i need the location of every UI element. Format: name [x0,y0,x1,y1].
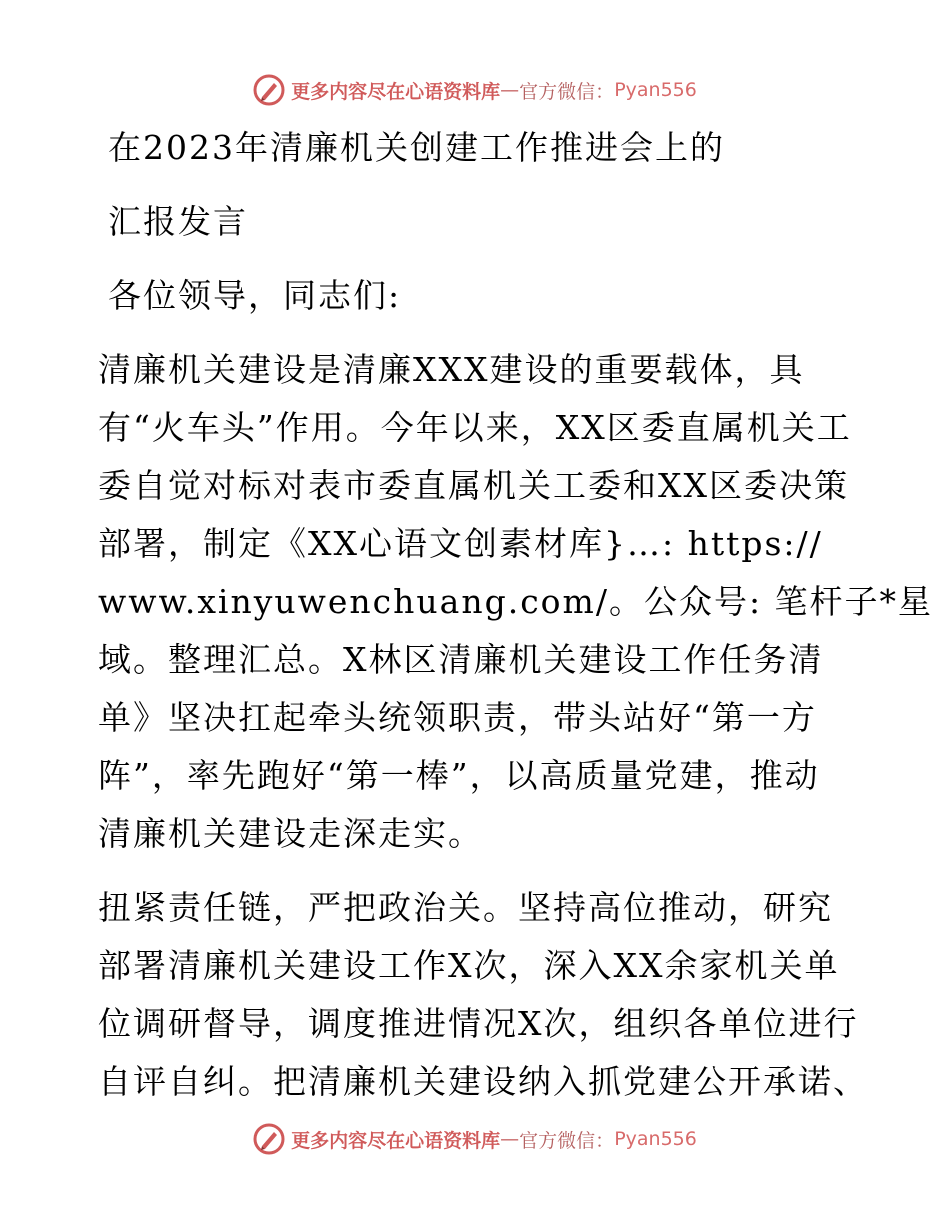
paragraph-line: 委自觉对标对表市委直属机关工委和XX区委决策 [98,466,849,505]
watermark-main-text: 更多内容尽在心语资料库 [291,1129,501,1152]
header-watermark [0,70,950,110]
watermark-separator: — [500,79,520,101]
paragraph-line: 阵”，率先跑好“第一棒”，以高质量党建，推动 [98,756,820,795]
watermark-main-text: 更多内容尽在心语资料库 [291,80,501,103]
watermark-label: 官方微信： [519,1129,615,1152]
paragraph-line: www.xinyuwenchuang.com/。公众号: 笔杆子*星 [98,582,934,621]
paragraph-line: 位调研督导，调度推进情况X次，组织各单位进行 [98,1004,859,1043]
paragraph-line: 扭紧责任链，严把政治关。坚持高位推动，研究 [98,888,833,927]
footer-watermark [0,1119,950,1159]
watermark-wechat-id: Pyan556 [614,79,697,101]
paragraph-line: 有“火车头”作用。今年以来，XX区委直属机关工 [98,408,852,447]
paragraph-line: 清廉机关建设走深走实。 [98,814,483,853]
paragraph-line: 自评自纠。把清廉机关建设纳入抓党建公开承诺、 [98,1062,868,1101]
paragraph-line: 清廉机关建设是清廉XXX建设的重要载体，具 [98,350,805,389]
document-title-line-2: 汇报发言 [108,202,248,241]
paragraph-line: 部署清廉机关建设工作X次，深入XX余家机关单 [98,946,840,985]
paragraph-line: 部署，制定《XX心语文创素材库}…: https:// [98,524,823,563]
watermark-separator: — [500,1128,520,1150]
paragraph-line: 域。整理汇总。X林区清廉机关建设工作任务清 [98,640,824,679]
document-title-line-1: 在2023年清廉机关创建工作推进会上的 [108,128,725,167]
pen-logo-icon [253,1123,285,1155]
pen-logo-icon [253,74,285,106]
paragraph-line: 单》坚决扛起牵头统领职责，带头站好“第一方 [98,698,817,737]
document-salutation: 各位领导，同志们: [108,276,402,315]
watermark-wechat-id: Pyan556 [614,1128,697,1150]
watermark-label: 官方微信： [519,80,615,103]
